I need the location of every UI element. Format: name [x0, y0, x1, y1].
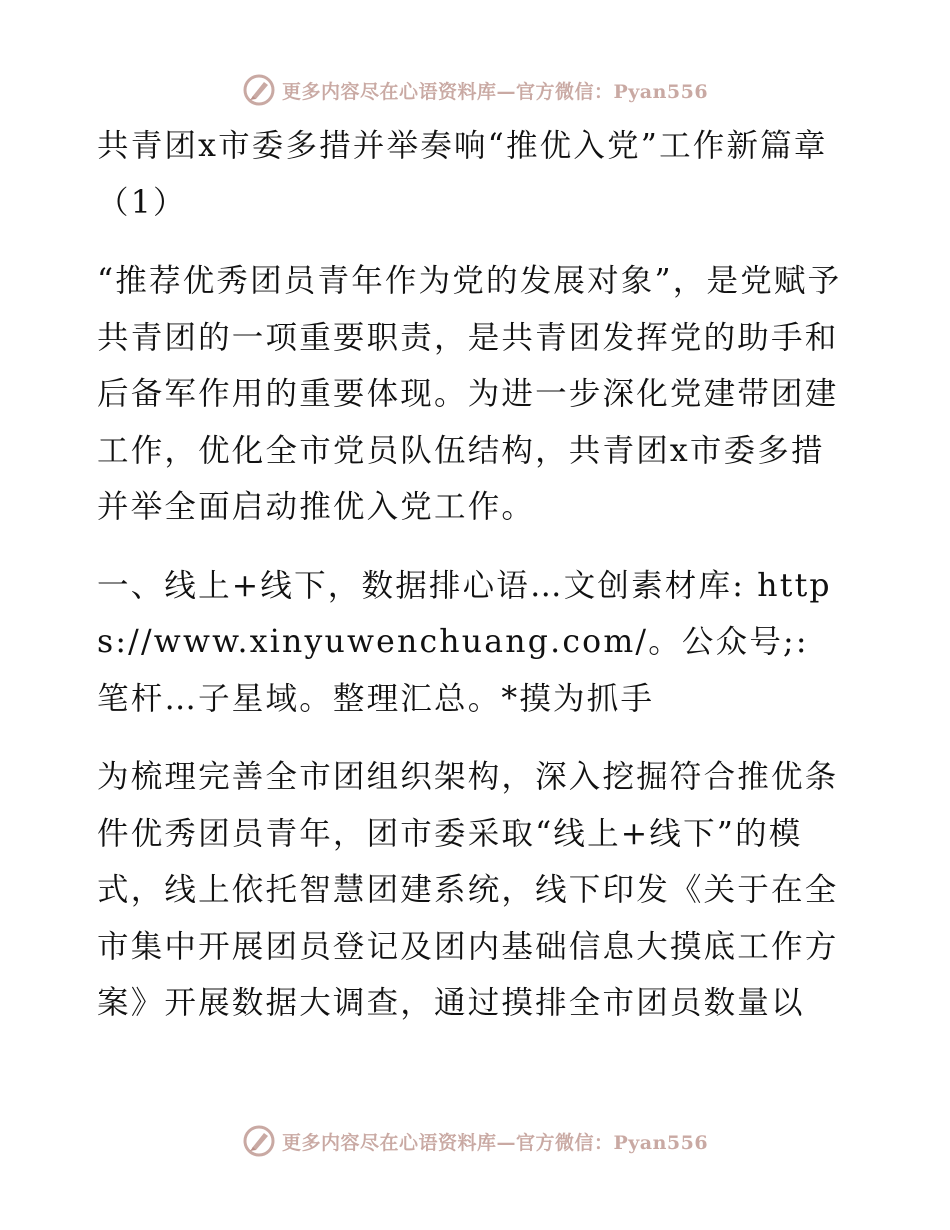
watermark-text: 更多内容尽在心语资料库—官方微信：Pyan556 — [281, 80, 709, 103]
header-watermark — [0, 70, 950, 110]
paragraph-section-1: 为梳理完善全市团组织架构，深入挖掘符合推优条件优秀团员青年，团市委采取“线上+线下”的模式，线上依托智慧团建系统，线下印发《关于在全市集中开展团员登记及团内基础信息大摸底工作方案》开展数据大调查，通过摸排全市团员数量以 — [97, 759, 839, 1021]
document-title: 共青团x市委多措并举奏响“推优入党”工作新篇章（1） — [97, 128, 828, 221]
brush-pen-logo-icon — [242, 1124, 276, 1158]
paragraph-intro: “推荐优秀团员青年作为党的发展对象”，是党赋予共青团的一项重要职责，是共青团发挥党的助手和后备军作用的重要体现。为进一步深化党建带团建工作，优化全市党员队伍结构，共青团x市委多措并举全面启动推优入党工作。 — [97, 263, 842, 525]
document-body — [97, 118, 852, 1032]
watermark-text: 更多内容尽在心语资料库—官方微信：Pyan556 — [281, 1131, 709, 1154]
footer-watermark — [0, 1121, 950, 1161]
section-heading-1: 一、线上+线下，数据排心语…文创素材库: https://www.xinyuwenchuang.com/。公众号;: 笔杆…子星域。整理汇总。*摸为抓手 — [97, 567, 832, 717]
brush-pen-logo-icon — [242, 73, 276, 107]
